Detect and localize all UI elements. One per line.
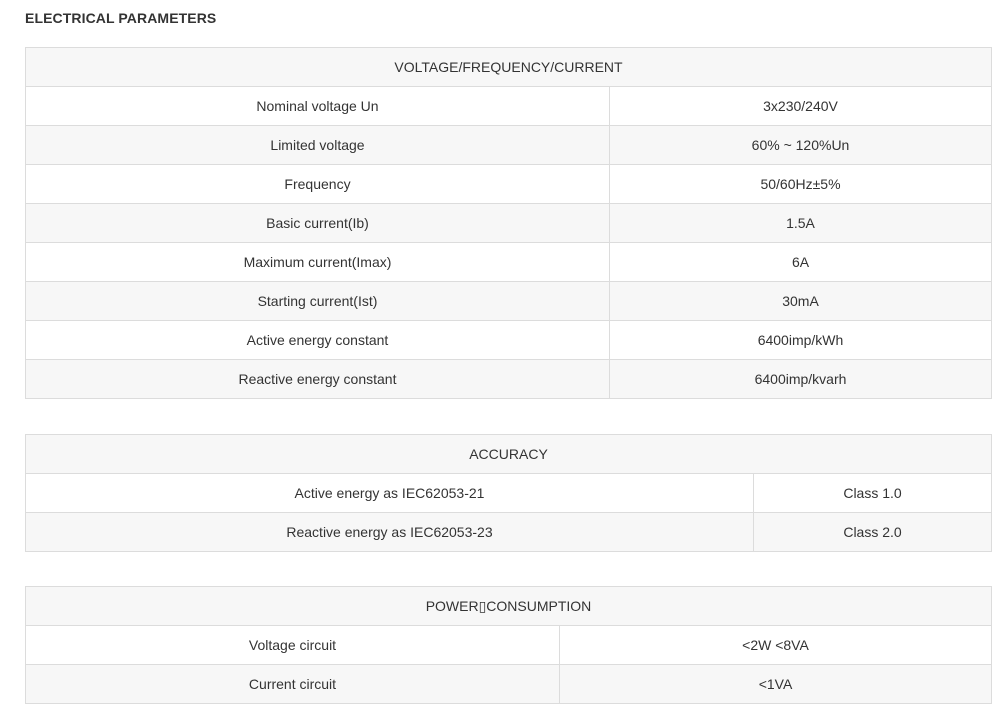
parameter-name: Voltage circuit bbox=[26, 626, 560, 665]
table-header-row bbox=[26, 48, 992, 87]
parameter-value: 60% ~ 120%Un bbox=[610, 126, 992, 165]
parameter-value: <2W <8VA bbox=[560, 626, 992, 665]
parameter-name: Frequency bbox=[26, 165, 610, 204]
voltage-frequency-current-table bbox=[25, 47, 992, 399]
table-row bbox=[26, 665, 992, 704]
table-row bbox=[26, 165, 992, 204]
table-header-row bbox=[26, 435, 992, 474]
table-row bbox=[26, 474, 992, 513]
table-row bbox=[26, 282, 992, 321]
parameter-name: Basic current(Ib) bbox=[26, 204, 610, 243]
page-heading: ELECTRICAL PARAMETERS bbox=[25, 10, 217, 26]
table-row bbox=[26, 126, 992, 165]
accuracy-table bbox=[25, 434, 992, 552]
parameter-name: Active energy as IEC62053-21 bbox=[26, 474, 754, 513]
parameter-value: 6400imp/kWh bbox=[610, 321, 992, 360]
parameter-value: 3x230/240V bbox=[610, 87, 992, 126]
parameter-name: Limited voltage bbox=[26, 126, 610, 165]
parameter-value: Class 2.0 bbox=[754, 513, 992, 552]
parameter-value: 6400imp/kvarh bbox=[610, 360, 992, 399]
table-row bbox=[26, 513, 992, 552]
table-row bbox=[26, 204, 992, 243]
table-row bbox=[26, 626, 992, 665]
table-row bbox=[26, 87, 992, 126]
table-header-row bbox=[26, 587, 992, 626]
parameter-value: 6A bbox=[610, 243, 992, 282]
parameter-value: 50/60Hz±5% bbox=[610, 165, 992, 204]
table-row bbox=[26, 321, 992, 360]
parameter-name: Reactive energy constant bbox=[26, 360, 610, 399]
power-consumption-table bbox=[25, 586, 992, 704]
section-title: VOLTAGE/FREQUENCY/CURRENT bbox=[26, 48, 992, 87]
parameter-name: Current circuit bbox=[26, 665, 560, 704]
parameter-value: <1VA bbox=[560, 665, 992, 704]
parameter-name: Active energy constant bbox=[26, 321, 610, 360]
parameter-name: Starting current(Ist) bbox=[26, 282, 610, 321]
parameter-value: Class 1.0 bbox=[754, 474, 992, 513]
parameter-value: 30mA bbox=[610, 282, 992, 321]
parameter-name: Nominal voltage Un bbox=[26, 87, 610, 126]
section-title: ACCURACY bbox=[26, 435, 992, 474]
table-row bbox=[26, 360, 992, 399]
parameter-name: Reactive energy as IEC62053-23 bbox=[26, 513, 754, 552]
table-row bbox=[26, 243, 992, 282]
parameter-name: Maximum current(Imax) bbox=[26, 243, 610, 282]
section-title: POWER▯CONSUMPTION bbox=[26, 587, 992, 626]
parameter-value: 1.5A bbox=[610, 204, 992, 243]
